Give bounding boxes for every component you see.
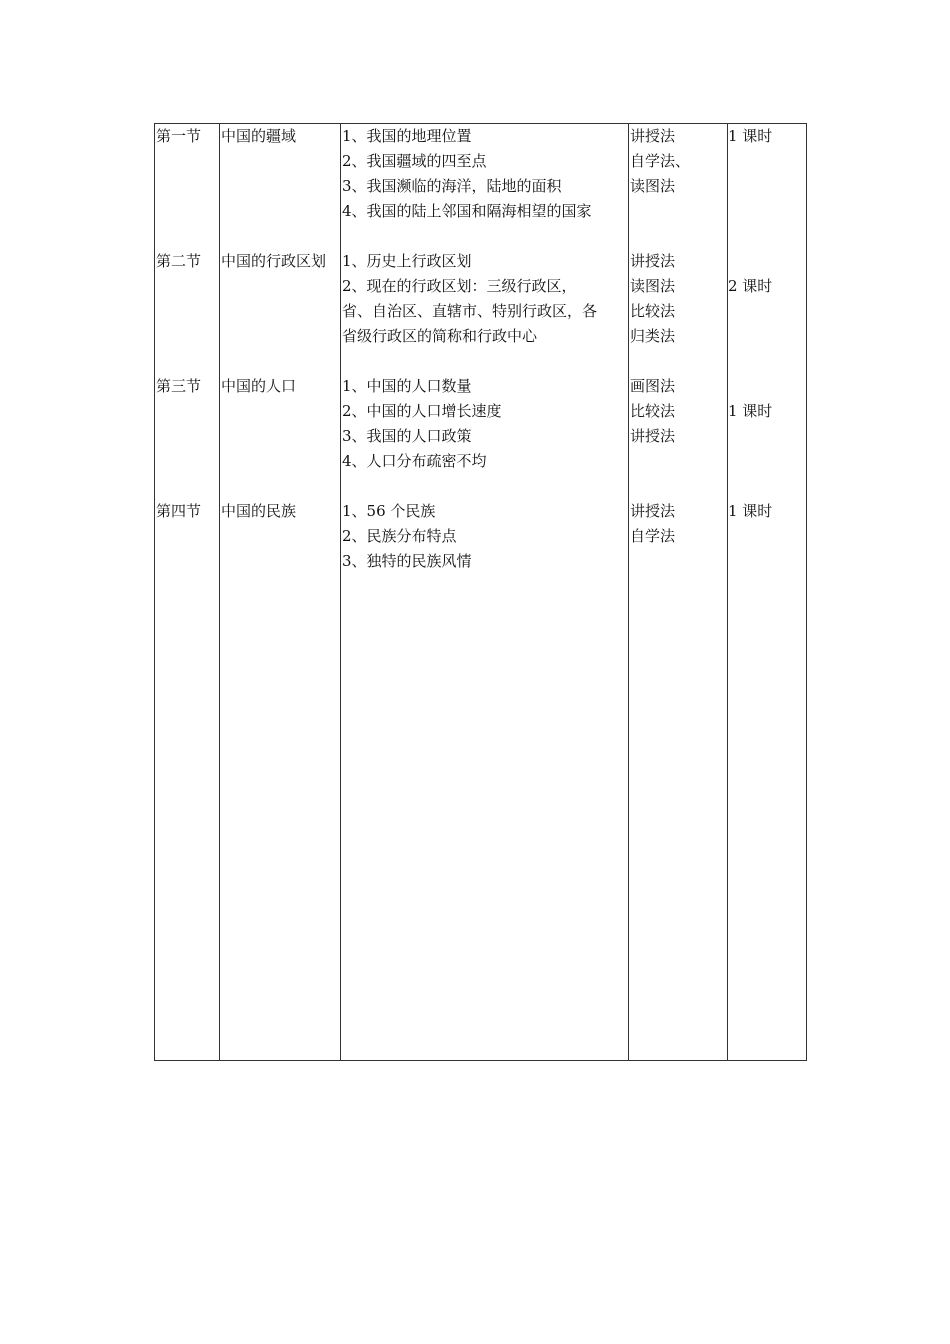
section-cell: [155, 124, 219, 149]
method-item: 比较法: [630, 402, 676, 420]
content-item: 2、现在的行政区划：三级行政区，: [342, 277, 577, 295]
content-item: 省级行政区的简称和行政中心: [342, 327, 538, 345]
content-item: 2、中国的人口增长速度: [342, 402, 502, 420]
section-label: 第四节: [156, 502, 202, 520]
method-item: 画图法: [630, 377, 676, 395]
method-item: 讲授法: [630, 127, 676, 145]
section-label: 第二节: [156, 252, 202, 270]
method-cell: [629, 249, 727, 349]
hours-cell: [728, 274, 806, 299]
method-item: 比较法: [630, 302, 676, 320]
content-item: 4、我国的陆上邻国和隔海相望的国家: [342, 202, 592, 220]
content-item: 2、民族分布特点: [342, 527, 457, 545]
section-title: 中国的行政区划: [221, 252, 327, 270]
class-hours: 1 课时: [728, 402, 773, 420]
method-item: 自学法、: [630, 152, 691, 170]
content-item: 4、人口分布疏密不均: [342, 452, 487, 470]
content-cell: [341, 499, 628, 574]
method-item: 读图法: [630, 277, 676, 295]
title-cell: [220, 374, 340, 399]
method-column: [629, 124, 728, 1060]
class-hours: 2 课时: [728, 277, 773, 295]
content-cell: [341, 124, 628, 224]
section-title: 中国的人口: [221, 377, 297, 395]
content-item: 3、独特的民族风情: [342, 552, 472, 570]
content-item: 1、56 个民族: [342, 502, 436, 520]
title-cell: [220, 124, 340, 149]
section-label: 第三节: [156, 377, 202, 395]
title-column: [220, 124, 341, 1060]
hours-column: [728, 124, 806, 1060]
content-item: 1、中国的人口数量: [342, 377, 472, 395]
class-hours: 1 课时: [728, 502, 773, 520]
section-title: 中国的民族: [221, 502, 297, 520]
method-item: 讲授法: [630, 502, 676, 520]
method-item: 读图法: [630, 177, 676, 195]
hours-cell: [728, 399, 806, 424]
method-item: 归类法: [630, 327, 676, 345]
title-cell: [220, 499, 340, 524]
section-label: 第一节: [156, 127, 202, 145]
method-item: 自学法: [630, 527, 676, 545]
hours-cell: [728, 499, 806, 524]
content-item: 2、我国疆域的四至点: [342, 152, 487, 170]
content-item: 3、我国濒临的海洋，陆地的面积: [342, 177, 562, 195]
content-item: 3、我国的人口政策: [342, 427, 472, 445]
section-cell: [155, 499, 219, 524]
method-cell: [629, 374, 727, 449]
content-item: 省、自治区、直辖市、特别行政区，各: [342, 302, 598, 320]
title-cell: [220, 249, 340, 274]
section-cell: [155, 374, 219, 399]
method-cell: [629, 499, 727, 549]
method-cell: [629, 124, 727, 199]
section-column: [155, 124, 220, 1060]
lesson-plan-table: [154, 123, 807, 1061]
content-column: [341, 124, 629, 1060]
content-cell: [341, 374, 628, 474]
class-hours: 1 课时: [728, 127, 773, 145]
section-title: 中国的疆域: [221, 127, 297, 145]
section-cell: [155, 249, 219, 274]
content-item: 1、我国的地理位置: [342, 127, 472, 145]
method-item: 讲授法: [630, 252, 676, 270]
hours-cell: [728, 124, 806, 149]
content-cell: [341, 249, 628, 349]
method-item: 讲授法: [630, 427, 676, 445]
content-item: 1、历史上行政区划: [342, 252, 472, 270]
